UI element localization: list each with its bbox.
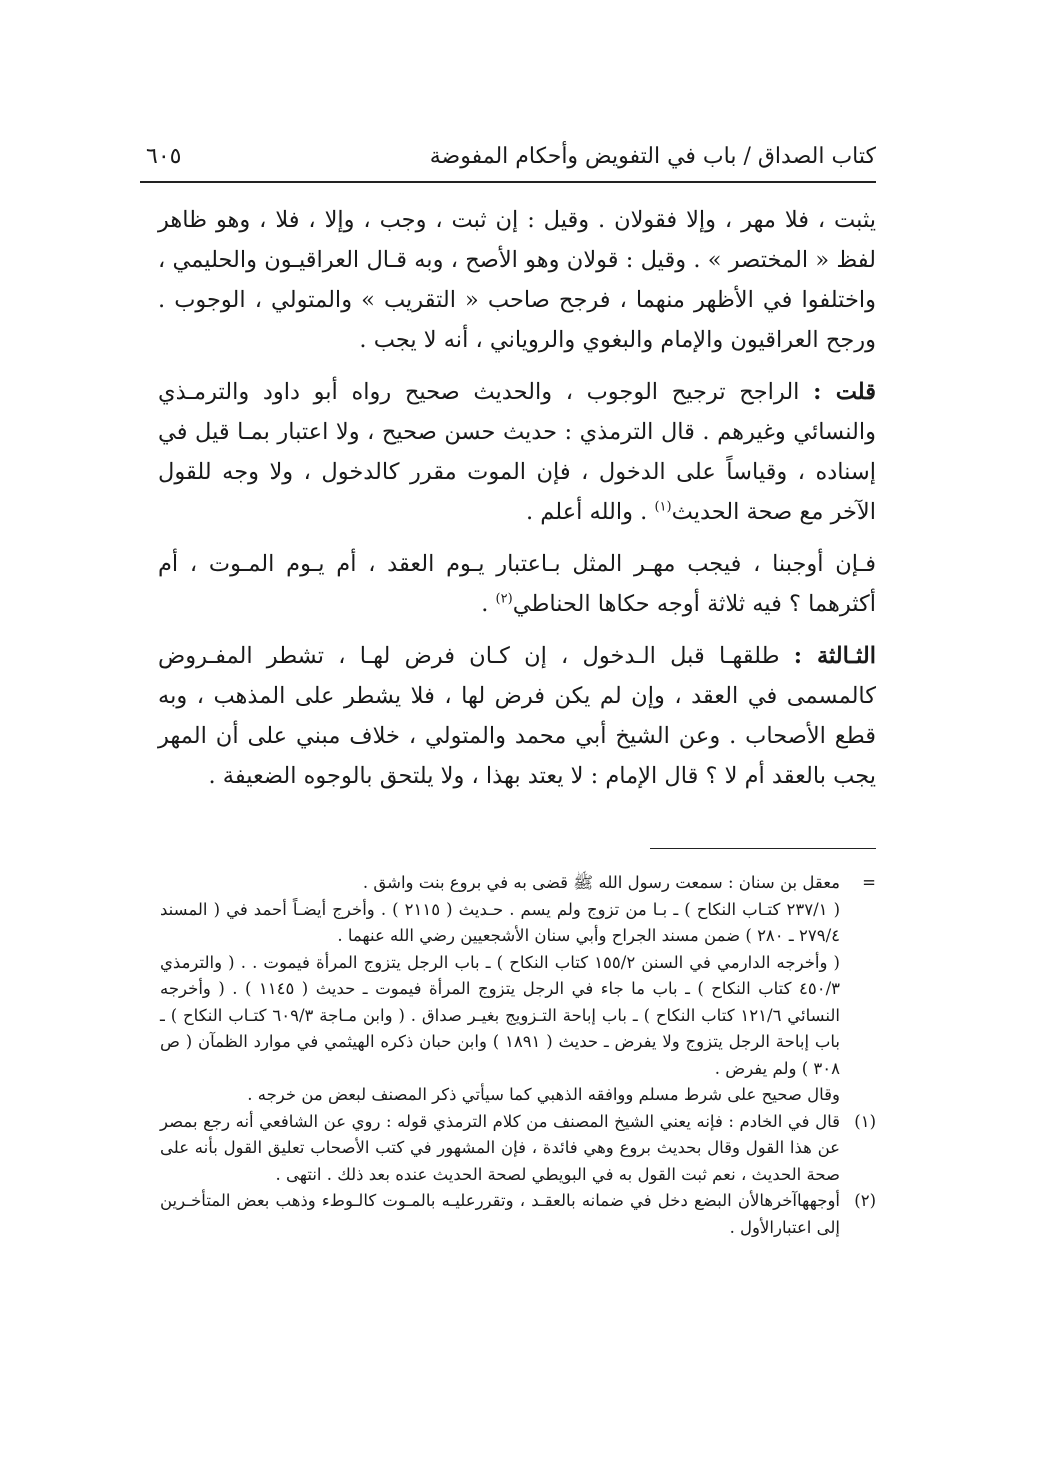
paragraph-2 (158, 372, 876, 532)
continuation-mark: = (862, 873, 876, 892)
paragraph-4 (158, 636, 876, 796)
footnotes (160, 870, 876, 1241)
paragraph-3-end: . (481, 591, 496, 617)
footnote-number: (٢) (854, 1191, 876, 1210)
footnote-text: ( وأخرجه الدارمي في السنن ١٥٥/٢ كتاب النكاح ) ـ باب الرجل يتزوج المرأة فيموت . . ( والترمذي ٤٥٠/٣ كتاب النكاح ) ـ باب ما جاء في الرجل يتزوج المرأة فيموت ـ حديث ( ١١٤٥ ) . ( وأخرجه النسائي ١٢١/٦ كتاب النكاح ) ـ باب إباحة التـزويج بغيـر صداق . ( وابن مـاجة ٦٠٩/٣ كتـاب النكاح ) ـ باب إباحة الرجل يتزوج ولا يفرض ـ حديث ( ١٨٩١ ) وابن حبان ذكره الهيثمي في موارد الظمآن ( ص ٣٠٨ ) ولم يفرض . (160, 952, 840, 1078)
paragraph-2-lead: قلت : (813, 379, 876, 405)
paragraph-1 (158, 200, 876, 360)
footnote-continuation-2 (160, 897, 876, 950)
paragraph-4-lead: الثـالثة : (793, 643, 876, 669)
paragraph-3 (158, 544, 876, 624)
footnote-1 (160, 1109, 876, 1189)
footnote-text: أوجههاآخرهالأن البضع دخل في ضمانه بالعقـد ، وتقررعليـه بالمـوت كالـوطء وذهب بعض المتأخـرين إلى اعتبارالأول . (160, 1191, 840, 1237)
footnote-continuation-3 (160, 950, 876, 1083)
chapter-title: كتاب الصداق / باب في التفويض وأحكام المفوضة (429, 144, 876, 169)
footnote-continuation-4 (160, 1082, 876, 1109)
footnote-text: قال في الخادم : فإنه يعني الشيخ المصنف من كلام الترمذي قوله : روي عن الشافعي أنه رجع بمصر عن هذا القول وقال بحديث بروع وهي فائدة ، فإن المشهور في كتب الأصحاب تعليق القول بأنه على صحة الحديث ، نعم ثبت القول به في البويطي لصحة الحديث عنده بعد ذلك . انتهى . (160, 1111, 841, 1184)
footnote-2 (160, 1188, 876, 1241)
footnote-text: معقل بن سنان : سمعت رسول الله ﷺ قضى به في بروع بنت واشق . (362, 873, 840, 892)
paragraph-1-text: يثبت ، فلا مهر ، وإلا فقولان . وقيل : إن ثبت ، وجب ، وإلا ، فلا ، وهو ظاهر لفظ « المختصر » . وقيل : قولان وهو الأصح ، وبه قـال العراقيـون والحليمي ، واختلفوا في الأظهر منهما ، فرجح صاحب « التقريب » والمتولي ، الوجوب . ورجح العراقيون والإمام والبغوي والروياني ، أنه لا يجب . (158, 207, 876, 353)
footnote-continuation-1 (160, 870, 876, 897)
footnote-ref-2[interactable]: (٢) (495, 591, 513, 607)
header-rule (140, 181, 876, 183)
main-text (158, 200, 876, 808)
footnote-number: (١) (854, 1111, 876, 1131)
footnote-separator (650, 848, 876, 849)
paragraph-2-text: الراجح ترجيح الوجوب ، والحديث صحيح رواه أبو داود والترمـذي والنسائي وغيرهم . قال الترمذي : حديث حسن صحيح ، ولا اعتبار بمـا قيل في إسناده ، وقياساً على الدخول ، فإن الموت مقرر كالدخول ، ولا وجه للقول الآخر مع صحة الحديث (158, 379, 876, 525)
footnote-text: ( ٢٣٧/١ كتـاب النكاح ) ـ بـا من تزوج ولم يسم . حـديث ( ٢١١٥ ) . وأخرج أيضـاً أحمد في ( المسند ٢٧٩/٤ ـ ٢٨٠ ) ضمن مسند الجراح وأبي سنان الأشجعيين رضي الله عنهما . (160, 899, 841, 945)
footnote-text: وقال صحيح على شرط مسلم ووافقه الذهبي كما سيأتي ذكر المصنف لبعض من خرجه . (247, 1085, 840, 1104)
running-header (140, 140, 876, 178)
paragraph-3-text: فـإن أوجبنا ، فيجب مهـر المثل بـاعتبار يـوم العقد ، أم يـوم المـوت ، أم أكثرهما ؟ فيه ثلاثة أوجه حكاها الحناطي (158, 551, 876, 617)
page-number: ٦٠٥ (146, 144, 182, 169)
footnote-ref-1[interactable]: (١) (654, 499, 672, 515)
paragraph-2-end: . والله أعلم . (525, 499, 655, 525)
paragraph-4-text: طلقهـا قبل الـدخول ، إن كـان فرض لهـا ، تشطر المفـروض كالمسمى في العقد ، وإن لم يكن فرض لها ، فلا يشطر على المذهب ، وبه قطع الأصحاب . وعن الشيخ أبي محمد والمتولي ، خلاف مبني على أن المهر يجب بالعقد أم لا ؟ قال الإمام : لا يعتد بهذا ، ولا يلتحق بالوجوه الضعيفة . (158, 643, 876, 789)
